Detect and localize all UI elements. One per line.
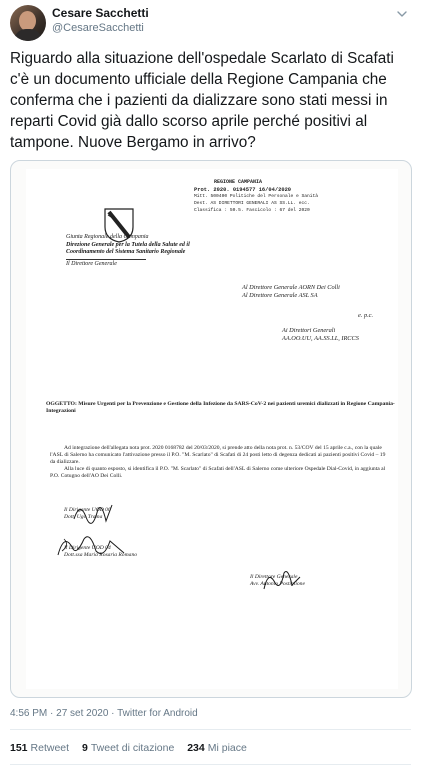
stamp-line: Classifica : 50.5. Fascicolo : 67 del 2020 bbox=[194, 208, 310, 213]
signature-name: Dott. Ugo Trama bbox=[64, 514, 103, 520]
author-handle[interactable]: @CesareSacchetti bbox=[52, 22, 144, 34]
recipient-line: Al Direttore Generale AORN Dei Colli bbox=[242, 284, 340, 291]
recipients-cc bbox=[282, 327, 402, 342]
quote-count: 9 bbox=[81, 742, 88, 754]
tweet-header bbox=[10, 5, 411, 45]
stamp-line: Dest. AS DIRETTORI GENERALI AS SS.LL. ecc. bbox=[194, 201, 310, 206]
timestamp[interactable]: 4:56 PM · 27 set 2020 bbox=[10, 708, 109, 719]
like-label: Mi piace bbox=[207, 742, 247, 754]
body-paragraph: Alla luce di quanto esposto, si identifica il P.O. "M. Scarlato" di Scafati dell'ASL di Salerno come ulteriore Ospedale Dial-Covid, in aggiunta al P.O. Cotugno dell'AO Dei Colli. bbox=[50, 466, 386, 479]
document-page bbox=[26, 169, 398, 689]
signature-role: Il Direttore Generale bbox=[250, 574, 298, 580]
recipient-line: Ai Direttori Generali bbox=[282, 327, 336, 334]
giunta-line: Giunta Regionale della Campania bbox=[66, 234, 149, 240]
signature-role: Il Dirigente UOD 04 bbox=[64, 545, 111, 551]
stamp-line: Mitt. 500400 Politiche del Personale e Sanità bbox=[194, 194, 319, 199]
recipient-line: AA.OO.UU, AA.SS.LL, IRCCS bbox=[282, 334, 359, 342]
divider bbox=[10, 764, 411, 765]
giunta-line: Direzione Generale per la Tutela della Salute ed il bbox=[66, 241, 190, 248]
recipients bbox=[242, 284, 402, 299]
tweet-meta bbox=[10, 708, 198, 719]
department-heading bbox=[66, 234, 216, 268]
meta-separator: · bbox=[108, 708, 118, 719]
avatar[interactable] bbox=[10, 5, 46, 41]
quote-label: Tweet di citazione bbox=[90, 742, 175, 754]
retweet-label: Retweet bbox=[30, 742, 70, 754]
author-name[interactable]: Cesare Sacchetti bbox=[52, 6, 149, 20]
tweet-text: Riguardo alla situazione dell'ospedale Scarlato di Scafati c'è un documento ufficiale della Regione Campania che conferma che i pazienti da dializzare sono stati messi in reparti Covid già dallo scorso aprile perché positivi al tampone. Nuove Bergamo in arrivo? bbox=[10, 50, 394, 151]
handwritten-signature-icon bbox=[262, 567, 302, 595]
giunta-line: Coordinamento del Sistema Sanitario Regionale bbox=[66, 249, 186, 256]
document-subject: OGGETTO: Misure Urgenti per la Prevenzione e Gestione della Infezione da SARS-CoV-2 nei pazienti uremici dializzati in Regione Campania- Integrazioni bbox=[46, 401, 395, 415]
epc-label: e. p.c. bbox=[358, 312, 374, 319]
chevron-down-icon[interactable] bbox=[395, 7, 409, 21]
giunta-line: Il Direttore Generale bbox=[66, 260, 117, 267]
signature-name: Dott.ssa Maria Rosaria Romano bbox=[64, 552, 138, 558]
quote-stat[interactable] bbox=[82, 742, 174, 754]
handwritten-signature-icon bbox=[72, 499, 116, 527]
protocol-stamp bbox=[194, 179, 319, 227]
signature-role: Il Dirigente UOD 06 bbox=[64, 507, 111, 513]
document-body bbox=[50, 445, 390, 480]
retweet-count: 151 bbox=[10, 742, 28, 754]
stamp-prot: Prot. 2020. 0194577 16/04/2020 bbox=[194, 187, 292, 193]
stamp-head: REGIONE CAMPANIA bbox=[214, 179, 263, 185]
tweet-stats bbox=[10, 742, 257, 754]
retweet-stat[interactable] bbox=[10, 742, 69, 754]
signature-name: Avv. Antonio Postiglione bbox=[250, 581, 305, 587]
handwritten-signature-icon bbox=[54, 531, 130, 561]
like-stat[interactable] bbox=[187, 742, 247, 754]
tweet-image[interactable] bbox=[10, 160, 412, 698]
tweet-source[interactable]: Twitter for Android bbox=[117, 708, 198, 719]
body-paragraph: Ad integrazione dell'allegata nota prot. 2020 0168782 del 20/03/2020, si prende atto della nota prot. n. 53/COV del 15 aprile c.a., con la quale l'ASL di Salerno ha comunicato l'attivazione presso il P.O. "M. Scarlato" di Scafati di 24 posti letto di degenza dedicati ai pazienti positivi Covid – 19 da dializzare. bbox=[50, 445, 386, 465]
like-count: 234 bbox=[187, 742, 205, 754]
divider bbox=[10, 729, 411, 730]
recipient-line: Al Direttore Generale ASL SA bbox=[242, 291, 318, 299]
